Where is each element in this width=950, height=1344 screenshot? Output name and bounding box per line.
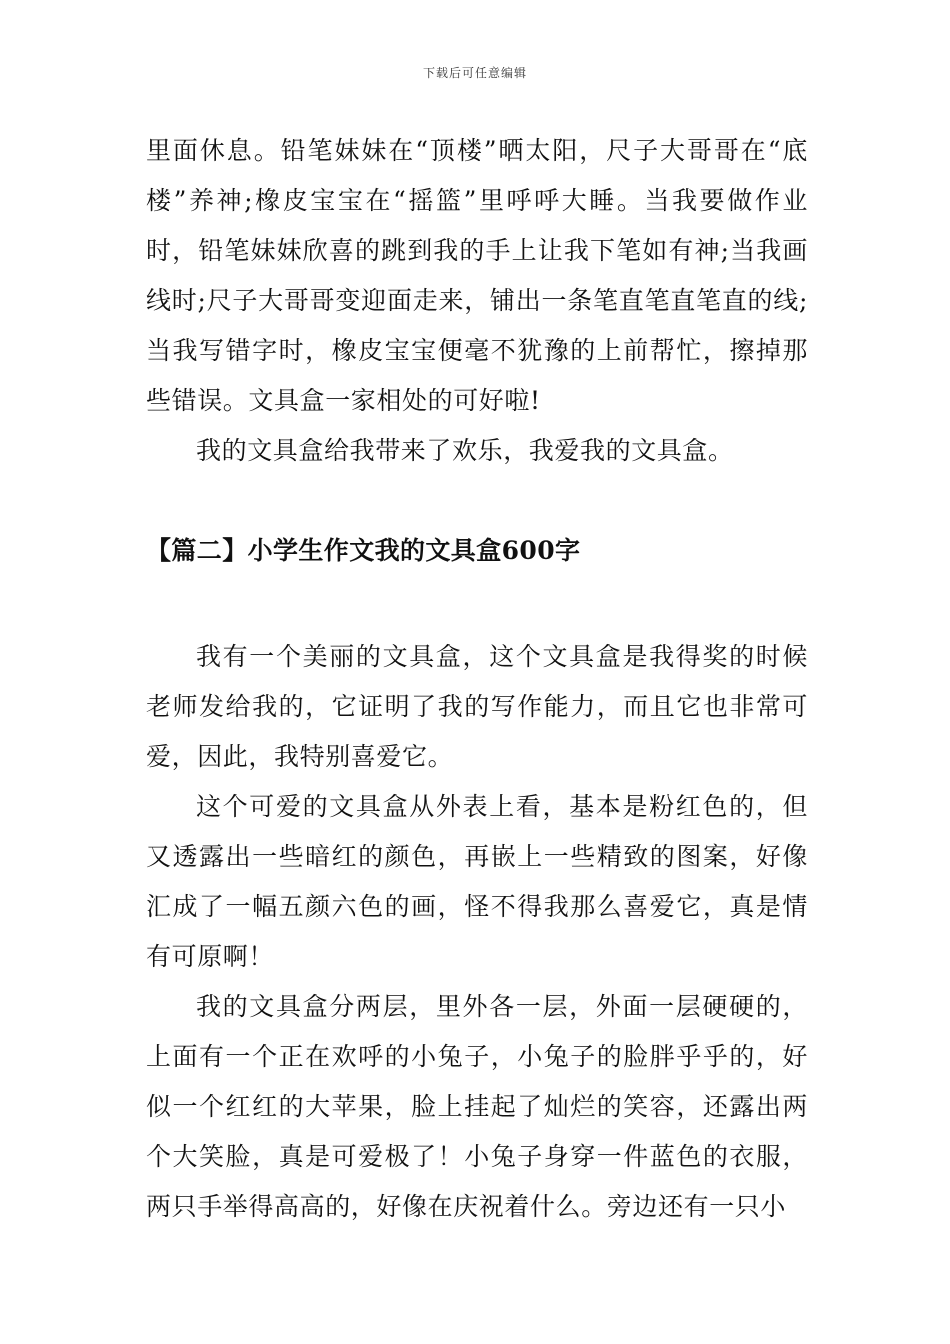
page-header-note: 下载后可任意编辑 bbox=[422, 66, 527, 80]
paragraph-continued-2: 我的文具盒给我带来了欢乐，我爱我的文具盒。 bbox=[196, 436, 734, 465]
section-title: 【篇二】小学生作文我的文具盒600字 bbox=[146, 536, 581, 565]
document-body bbox=[146, 126, 808, 1232]
paragraph-section-2: 这个可爱的文具盒从外表上看，基本是粉红色的，但又透露出一些暗红的颜色，再嵌上一些精致的图案，好像汇成了一幅五颜六色的画，怪不得我那么喜爱它，真是情有可原啊！ bbox=[146, 792, 808, 971]
section-spacer bbox=[146, 576, 808, 632]
paragraph-continued-1: 里面休息。铅笔妹妹在“顶楼”晒太阳，尺子大哥哥在“底楼”养神;橡皮宝宝在“摇篮”里呼呼大睡。当我要做作业时，铅笔妹妹欣喜的跳到我的手上让我下笔如有神;当我画线时;尺子大哥哥变迎面走来，铺出一条笔直笔直笔直的线;当我写错字时，橡皮宝宝便毫不犹豫的上前帮忙，擦掉那些错误。文具盒一家相处的可好啦! bbox=[146, 136, 808, 415]
paragraph-section-1: 我有一个美丽的文具盒，这个文具盒是我得奖的时候老师发给我的，它证明了我的写作能力，而且它也非常可爱，因此，我特别喜爱它。 bbox=[146, 642, 808, 771]
paragraph-section-3: 我的文具盒分两层，里外各一层，外面一层硬硬的，上面有一个正在欢呼的小兔子，小兔子的脸胖乎乎的，好似一个红红的大苹果，脸上挂起了灿烂的笑容，还露出两个大笑脸，真是可爱极了！小兔子身穿一件蓝色的衣服，两只手举得高高的，好像在庆祝着什么。旁边还有一只小 bbox=[146, 992, 808, 1221]
